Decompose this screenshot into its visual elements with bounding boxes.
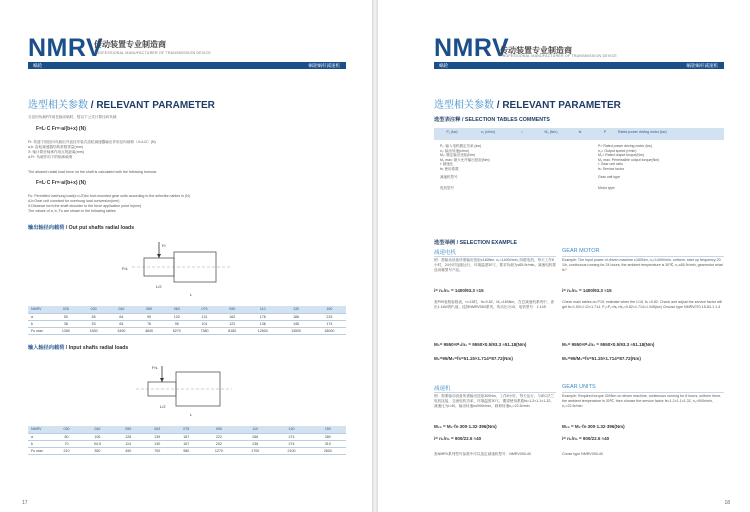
- table-header-cell: 110: [237, 426, 273, 433]
- header-bar-left: 蜗轮: [33, 63, 42, 68]
- table-cell: 266: [237, 433, 273, 440]
- gear-motor-text-en: Example: The input power of driven machine ≤160Nm, n₁=1400r/min, uniform, start up frequency 20 1/h, continuous running for 24 hours, the ambient temperature is 30℃, n₂≤65.9r/min, gearmotor what is?: [562, 258, 723, 272]
- table-row: [28, 447, 346, 454]
- table-cell: 101: [191, 320, 219, 327]
- table-header-cell: 150: [310, 426, 346, 433]
- definition-item: The values of a, b, Fu are shown in the following tables: [28, 209, 116, 213]
- table-header-cell: 030: [80, 306, 108, 313]
- table-cell: 131: [191, 313, 219, 320]
- ratio-calc-en: i= n₁/n₂ = 1400/93.3 ≈15: [562, 288, 612, 293]
- table-cell: 106: [81, 433, 114, 440]
- output-length-label: L: [190, 292, 193, 297]
- table-header-cell: NMRV: [28, 426, 52, 433]
- table-cell: 186: [279, 313, 312, 320]
- list-item: n₁: 输出转速(r/min): [440, 148, 470, 153]
- table-cell: 202: [201, 440, 237, 447]
- list-item: M₂= Rated output torque(Nm): [598, 153, 645, 157]
- table-header-cell: 030: [52, 426, 81, 433]
- definition-item: X: 轴计算至轴承作用点的距离(mm): [28, 150, 84, 154]
- output-load-side-label: FrL: [122, 266, 128, 271]
- header-bar-right: 蜗轮蜗杆减速机: [686, 63, 718, 68]
- input-shaft-table: [28, 426, 346, 455]
- table-row: [28, 327, 346, 334]
- table-header-cell: 090: [218, 306, 246, 313]
- page-number: 18: [724, 500, 730, 506]
- table-cell: b: [28, 440, 52, 447]
- table-cell: 1700: [237, 447, 273, 454]
- torque-result-cn: M₂= 9550×P₁/n₂ = 9550×0.5/93.3 ≈51.18(Nm): [434, 342, 527, 347]
- table-cell: 95: [163, 320, 191, 327]
- selection-example-title-en: / SELECTION EXAMPLE: [455, 240, 518, 246]
- check-text-cn: 查P09表格参数表，n=15时，fs=0.82，M₂=160Nm，在总减速机系列中，查出1.1kW的P₁值，选择NMRV063系列，传动比为15，电机型号：1.14S: [434, 300, 554, 309]
- output-shaft-diagram: [112, 238, 262, 300]
- selection-comments-title-cn: 选型表注释: [434, 117, 461, 123]
- right-page: [378, 0, 750, 512]
- table-cell: 94.5: [81, 440, 114, 447]
- table-cell: 274: [273, 440, 309, 447]
- definition-list: [28, 140, 348, 160]
- list-item: M₂: 额定输出扭矩(Nm): [440, 153, 475, 157]
- table-cell: 2600: [310, 447, 346, 454]
- gear-unit-title-cn: 减速机: [434, 386, 451, 392]
- divider: [434, 256, 556, 257]
- definition-item: d,Fr: 负载作用下的轴承载荷: [28, 155, 73, 159]
- selection-example-title-cn: 选型举例: [434, 240, 456, 246]
- table-cell: 139: [143, 433, 172, 440]
- section-title-cn: 选型相关参数: [28, 100, 88, 111]
- sel-header-cell: fs: [578, 130, 582, 134]
- header-bar: [28, 62, 346, 69]
- selection-comments-title-en: / SELECTION TABLES COMMENTS: [460, 117, 550, 123]
- input-shaft-title: [28, 344, 128, 351]
- gear-unit-text-en: Example: Required torque 300Nm on driven machine, continuous running for 8 hours, uniform force, the ambient temperature is 30℃, then choose the service factor fs=1.2×1.1×1.32, n₁=900r/min, n₂=22.5r/min: [562, 394, 722, 408]
- selection-comments-table: [434, 128, 724, 216]
- table-header-cell: 130: [273, 426, 309, 433]
- gear-unit-ratio-calc-cn: i= n₁/n₂ = 900/22.5 ≈40: [434, 436, 482, 441]
- gear-unit-choose-cn: 查NMRV系列型号参数中可以选定减速机型号：NMRV090-40: [434, 452, 531, 456]
- list-item: n₂= Output speed (r/min): [598, 148, 637, 153]
- gear-motor-title-cn: 减速电机: [434, 250, 457, 256]
- sel-header-cell: Rated power driving motor (kw): [618, 130, 667, 134]
- gear-motor-text-cn: 例：需驱动设备所需输出扭矩≤160Nm, n₁=1400r/min, 四极电机，每天工作8小时，24小时连续运行，环境温度30℃，要求负载为≤65.9r/min。减速电机要选用哪型号产品。: [434, 258, 556, 272]
- table-header-cell: NMRV: [28, 306, 52, 313]
- table-cell: 7380: [191, 327, 219, 334]
- sel-left-list: [440, 144, 590, 190]
- list-item: Motor type: [598, 185, 615, 190]
- brand-logo: NMRV: [434, 34, 510, 62]
- radial-load-formula: F=L·C Fr=·a/(b+x) (N): [36, 126, 86, 132]
- table-cell: 146: [279, 320, 312, 327]
- output-load-label: Fr: [162, 243, 166, 248]
- section-title: [434, 96, 621, 111]
- table-cell: 8180: [218, 327, 246, 334]
- table-row: [28, 440, 346, 447]
- divider: [562, 392, 724, 393]
- table-header-cell: 075: [191, 306, 219, 313]
- section-title-cn: 选型相关参数: [434, 100, 494, 111]
- output-shaft-title-cn: 输出轴径向载荷: [28, 225, 65, 231]
- input-shaft-diagram: [112, 360, 262, 422]
- table-cell: 80: [52, 433, 81, 440]
- table-cell: a: [28, 313, 52, 320]
- table-cell: 6270: [163, 327, 191, 334]
- table-header-cell: 050: [135, 306, 163, 313]
- table-cell: 12500: [246, 327, 279, 334]
- list-item: fs: 使用系数: [440, 166, 459, 171]
- table-header-cell: 025: [52, 306, 80, 313]
- table-cell: 130: [143, 440, 172, 447]
- sel-right-list: [598, 144, 722, 190]
- table-cell: 64: [107, 320, 135, 327]
- output-half-length-label: L/2: [156, 284, 162, 289]
- brand-tagline-en: PROFESSIONAL MANUFACTURER OF TRANSMISSION DEVICE: [94, 51, 212, 55]
- table-cell: 3490: [107, 327, 135, 334]
- brand-tagline-cn: 传动装置专业制造商: [94, 40, 166, 49]
- left-page: [0, 0, 372, 512]
- table-cell: 167: [172, 440, 201, 447]
- table-header-cell: 063: [143, 426, 172, 433]
- table-cell: 136: [246, 320, 279, 327]
- torque-result-en: M₂= 9550×P₁/n₂ = 9550×0.5/93.3 ≈51.18(Nm): [562, 342, 655, 347]
- sel-header-cell: n₁ (r/min): [480, 130, 496, 134]
- table-cell: 114: [114, 440, 143, 447]
- intro-text: 当径向负载F作用在输出轴时，按以下公式计算径向负载: [28, 115, 117, 119]
- table-header-row: [28, 306, 346, 313]
- table-cell: 76: [135, 320, 163, 327]
- table-row: [28, 320, 346, 327]
- torque-fs-result-en: M₂=95/M₂=fs=51.15×1.714=87.72(Nm): [562, 356, 641, 361]
- table-cell: 215: [313, 313, 346, 320]
- table-cell: 38: [52, 320, 80, 327]
- list-item: M₂ max: Permissible output torque(Nm): [598, 157, 660, 162]
- input-load-arrowhead: [160, 378, 164, 382]
- table-row: [28, 433, 346, 440]
- list-item: P₁: 输入电机额定功率 (kw): [440, 144, 482, 148]
- table-cell: 174: [313, 320, 346, 327]
- list-item: fs: Service factor: [598, 166, 625, 171]
- input-shaft-title-cn: 输入轴径向载荷: [28, 345, 65, 351]
- input-shaft-title-en: / Input shafts radial loads: [64, 345, 129, 351]
- table-cell: 65: [80, 313, 108, 320]
- check-text-en: Check main tables on P19, estimate when the i=15, fs =0.82. Check and adjust the service factor will get fs=1.53×1.12×1.714. P₁=P₁×fs₁×fs₂=0.82×1.714=1.045(kw) Choose type NMRV070-15-63-1.1-4: [562, 300, 723, 309]
- table-cell: 210: [52, 447, 81, 454]
- table-header-cell: 130: [279, 306, 312, 313]
- table-cell: 176: [246, 313, 279, 320]
- gear-unit-choose-en: Chose type NMRV090-40: [562, 452, 603, 456]
- header-bar-left: 蜗轮: [439, 63, 448, 68]
- torque-fs-result-cn: M₂=95/M₂=fs=51.15×1.714=87.72(Nm): [434, 356, 513, 361]
- table-header-cell: 040: [107, 306, 135, 313]
- table-cell: 1830: [80, 327, 108, 334]
- table-cell: 1350: [52, 327, 80, 334]
- sel-header-cell: P₁ (kw): [446, 130, 458, 134]
- table-header-cell: 150: [313, 306, 346, 313]
- brand-logo: NMRV: [28, 34, 104, 62]
- selection-comments-title: [434, 115, 550, 123]
- list-item: M₂ max: 最大允许输出扭矩(Nm): [440, 157, 490, 162]
- table-cell: 700: [143, 447, 172, 454]
- table-cell: 120: [163, 313, 191, 320]
- sel-header-cell: i: [521, 130, 523, 134]
- table-cell: 274: [273, 433, 309, 440]
- list-item: Gear unit type: [598, 175, 620, 179]
- table-header-cell: 063: [163, 306, 191, 313]
- table-cell: 162: [218, 313, 246, 320]
- table-cell: 1270: [201, 447, 237, 454]
- table-cell: 280: [310, 433, 346, 440]
- list-item: i: 减速比: [440, 162, 454, 166]
- definition-item: a,b: 齿轮减速器结构常数常量(mm): [28, 145, 83, 149]
- table-cell: 4840: [135, 327, 163, 334]
- table-cell: 222: [201, 433, 237, 440]
- gear-unit-torque-calc-cn: M₂₂ = M₂·fs·300·1.32·396(Nm): [434, 424, 497, 429]
- definition-item: Fu: Permitted overhung load(x=L/2)for foot-mounted gear units according to the selection tables in (N): [28, 194, 190, 198]
- input-length-label: L: [190, 412, 193, 417]
- list-item: 电机型号: [440, 185, 454, 190]
- table-cell: 187: [172, 433, 201, 440]
- gear-unit-ratio-calc-en: i= n₁/n₂ = 900/22.5 ≈40: [562, 436, 610, 441]
- table-cell: Fu max: [28, 327, 52, 334]
- gear-unit-title-en: GEAR UNITS: [562, 384, 596, 390]
- list-item: i: Gear unit ratio: [598, 162, 623, 166]
- header-bar: [434, 62, 724, 69]
- table-cell: 18000: [313, 327, 346, 334]
- ratio-calc-cn: i= n₁/n₂ = 1400/93.3 ≈15: [434, 288, 484, 293]
- selection-example-title: [434, 238, 517, 246]
- list-item: 减速机型号: [440, 175, 458, 179]
- table-cell: 2100: [273, 447, 309, 454]
- table-cell: 236: [237, 440, 273, 447]
- output-shaft-title-en: / Out put shafts radial loads: [64, 225, 135, 231]
- sel-header-cell: M₂ (Nm): [544, 130, 558, 134]
- english-definitions: [28, 194, 348, 214]
- page-number: 17: [22, 500, 28, 506]
- output-shaft-table: [28, 306, 346, 335]
- header-bar-right: 蜗轮蜗杆减速机: [308, 63, 340, 68]
- table-cell: Fu max: [28, 447, 52, 454]
- input-load-label: FrL: [152, 365, 158, 370]
- radial-load-formula-en: F=L·C Fr=·a/(b+x) (N): [36, 180, 86, 186]
- english-intro: The allowed radial load force on the shaft is calculated with the following formula:: [28, 170, 157, 174]
- sel-header-cell: P: [603, 130, 607, 134]
- table-header-cell: 110: [246, 306, 279, 313]
- table-cell: 980: [172, 447, 201, 454]
- gear-motor-title-en: GEAR MOTOR: [562, 248, 600, 254]
- list-item: P= Rated power driving motor (kw): [598, 144, 652, 148]
- table-cell: 53: [80, 320, 108, 327]
- table-cell: 13500: [279, 327, 312, 334]
- definition-item: X:Distance form the shaft shoulder to the force application point in(mm): [28, 204, 142, 208]
- table-cell: 128: [114, 433, 143, 440]
- table-header-cell: 090: [201, 426, 237, 433]
- table-cell: 50: [52, 313, 80, 320]
- table-cell: a: [28, 433, 52, 440]
- table-cell: b: [28, 320, 52, 327]
- table-cell: 350: [81, 447, 114, 454]
- section-title: [28, 96, 215, 111]
- table-header-cell: 050: [114, 426, 143, 433]
- divider: [434, 392, 556, 393]
- brand-tagline-cn: 传动装置专业制造商: [500, 46, 572, 55]
- brand-tagline-en: PROFESSIONAL MANUFACTURER OF TRANSMISSION DEVICE: [500, 54, 618, 58]
- table-header-cell: 040: [81, 426, 114, 433]
- table-cell: 310: [310, 440, 346, 447]
- input-half-length-label: L/2: [160, 404, 166, 409]
- section-title-en: / RELEVANT PARAMETER: [88, 100, 215, 111]
- gear-unit-torque-calc-en: M₂₂ = M₂·fs·300·1.32·396(Nm): [562, 424, 625, 429]
- output-load-arrowhead: [157, 254, 161, 258]
- table-row: [28, 313, 346, 320]
- gear-unit-text-cn: 例：需要驱动设备所需输出扭矩300Nm，工作8小时，每天运行，与IEC法兰电机连接，交流电机功率，环境温度30℃，期望使用系数fs=1.2×1.1×1.32，减速比为i=40，输出转速n≤900r/min，载荷转速n₂=22.5r/min: [434, 394, 555, 408]
- section-title-en: / RELEVANT PARAMETER: [494, 100, 621, 111]
- table-header-row: [28, 426, 346, 433]
- table-cell: 64: [107, 313, 135, 320]
- divider: [562, 256, 724, 257]
- output-shaft-title: [28, 224, 134, 231]
- definition-item: A,b:Gear unit constant for overhung load conversion(mm): [28, 199, 120, 203]
- table-cell: 95: [135, 313, 163, 320]
- definition-item: Fr: 传递下面径向负载出外直径安装式齿轮减速器输出许用径向载荷（X=L/2）(N): [28, 140, 156, 144]
- table-cell: 122: [218, 320, 246, 327]
- table-cell: 70: [52, 440, 81, 447]
- table-cell: 490: [114, 447, 143, 454]
- table-header-cell: 075: [172, 426, 201, 433]
